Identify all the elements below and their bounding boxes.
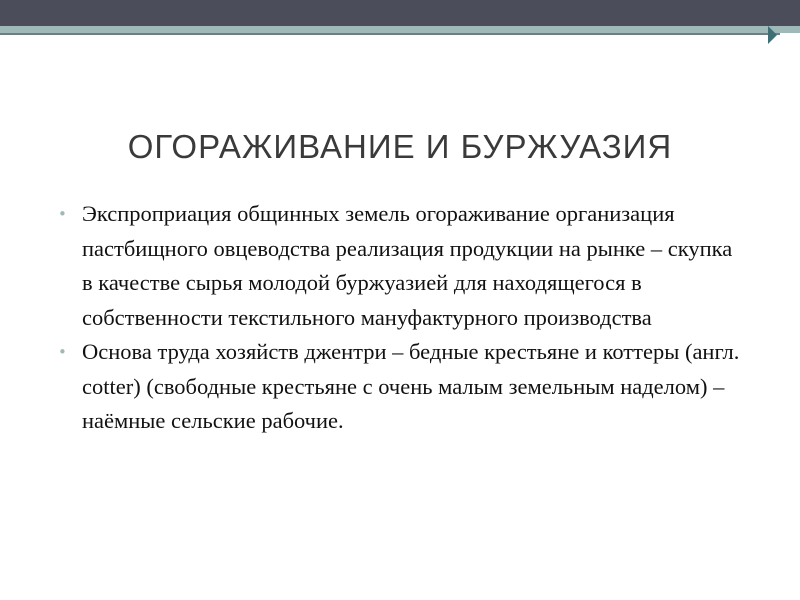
arrow-icon: [768, 26, 777, 44]
bullet-icon: •: [58, 205, 67, 223]
bullet-icon: •: [58, 343, 67, 361]
bullet-text: Экспроприация общинных земель огораживание организация пастбищного овцеводства реализация продукции на рынке – скупка в качестве сырья молодой буржуазией для находящегося в собственности текстильного мануфактурного производства: [82, 201, 733, 330]
bullet-text: Основа труда хозяйств джентри – бедные крестьяне и коттеры (англ. cotter) (свободные крестьяне с очень малым земельным наделом) – наёмные сельские рабочие.: [82, 339, 740, 433]
list-item: [58, 197, 748, 335]
list-item: [58, 335, 748, 439]
header-bar: [0, 0, 800, 26]
header-accent-bar: [0, 26, 800, 33]
header-divider: [0, 33, 780, 35]
bullet-list: [58, 197, 748, 439]
slide-title: ОГОРАЖИВАНИЕ И БУРЖУАЗИЯ: [127, 128, 673, 165]
